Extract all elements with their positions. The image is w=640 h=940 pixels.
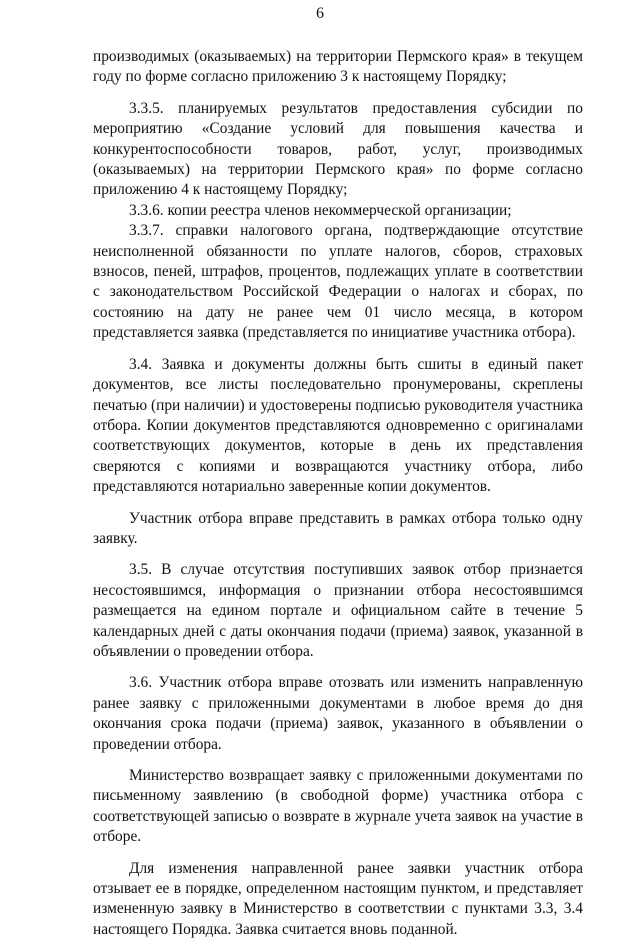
- paragraph-3-4: 3.4. Заявка и документы должны быть сшиты в единый пакет документов, все листы последовательно пронумерованы, скреплены печатью (при наличии) и удостоверены подписью руководителя участника отбора. Копии документов представляются одновременно с оригиналами соответствующих документов, которые в день их представления сверяются с копиями и возвращаются участнику отбора, либо представляются нотариально заверенные копии документов.: [93, 355, 583, 496]
- paragraph-3-6: 3.6. Участник отбора вправе отозвать или изменить направленную ранее заявку с приложенными документами в любое время до дня окончания срока подачи (приема) заявок, указанного в объявлении о проведении отбора.: [93, 674, 583, 753]
- paragraph-gap: [93, 498, 583, 509]
- page-number: 6: [316, 5, 324, 22]
- paragraph-gap: [93, 662, 583, 673]
- paragraph-gap: [93, 344, 583, 355]
- paragraph-gap: [93, 848, 583, 859]
- paragraph-gap: [93, 755, 583, 766]
- paragraph-3-3-5: 3.3.5. планируемых результатов предоставления субсидии по мероприятию «Создание условий для повышения качества и конкурентоспособности товаров, работ, услуг, производимых (оказываемых) на территории Пермского края» по форме согласно приложению 4 к настоящему Порядку;: [93, 99, 583, 199]
- document-body: [93, 47, 583, 940]
- paragraph-one-application: Участник отбора вправе представить в рамках отбора только одну заявку.: [93, 509, 583, 547]
- paragraph-continuation: производимых (оказываемых) на территории Пермского края» в текущем году по форме согласно приложению 3 к настоящему Порядку;: [93, 48, 583, 86]
- paragraph-3-3-7: 3.3.7. справки налогового органа, подтверждающие отсутствие неисполненной обязанности по уплате налогов, сборов, страховых взносов, пеней, штрафов, процентов, подлежащих уплате в соответствии с законодательством Российской Федерации о налогах и сборах, по состоянию на дату не ранее чем 01 число месяца, в котором представляется заявка (представляется по инициативе участника отбора).: [93, 222, 583, 342]
- paragraph-3-3-6: 3.3.6. копии реестра членов некоммерческой организации;: [129, 201, 512, 219]
- paragraph-change-application: Для изменения направленной ранее заявки участник отбора отзывает ее в порядке, определенном настоящим пунктом, и представляет измененную заявку в Министерство в соответствии с пунктами 3.3, 3.4 настоящего Порядка. Заявка считается вновь поданной.: [93, 859, 583, 938]
- paragraph-gap: [93, 549, 583, 560]
- paragraph-3-5: 3.5. В случае отсутствия поступивших заявок отбор признается несостоявшимся, информация о признании отбора несостоявшимся размещается на едином портале и официальном сайте в течение 5 календарных дней с даты окончания подачи (приема) заявок, указанной в объявлении о проведении отбора.: [93, 561, 583, 660]
- paragraph-gap: [93, 88, 583, 99]
- paragraph-ministry-returns: Министерство возвращает заявку с приложенными документами по письменному заявлению (в свободной форме) участника отбора с соответствующей записью о возврате в журнале учета заявок на участие в отборе.: [93, 767, 583, 846]
